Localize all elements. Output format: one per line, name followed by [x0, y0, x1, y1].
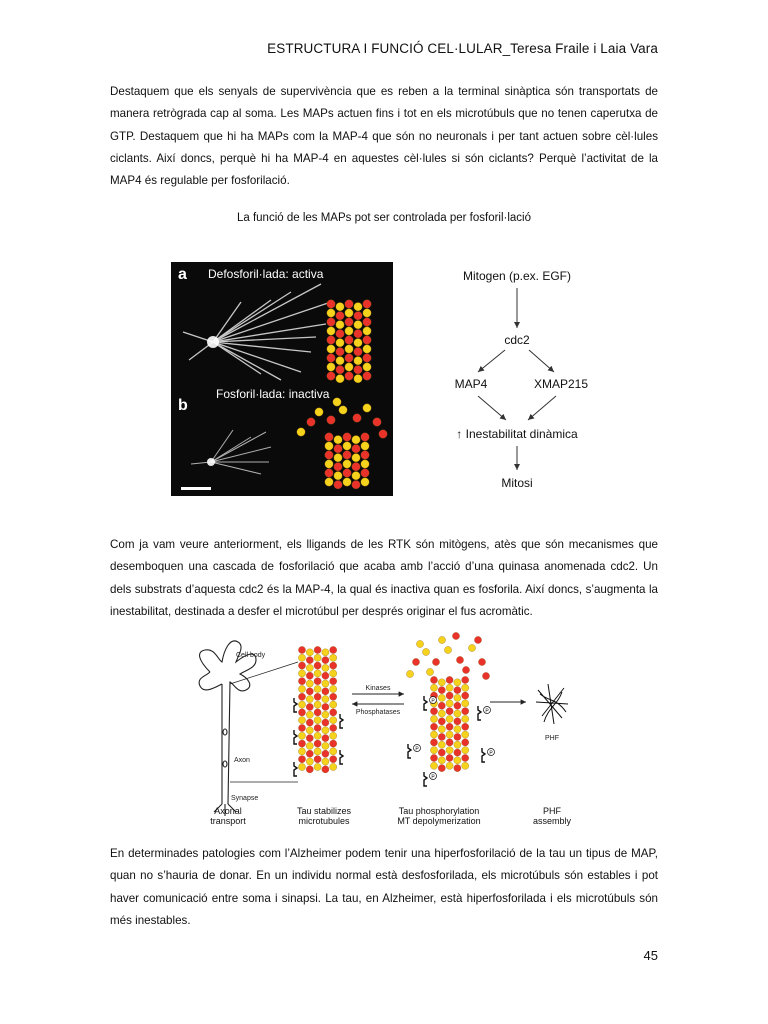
tubulin-subunit: [330, 740, 337, 747]
tubulin-subunit: [314, 756, 321, 763]
tubulin-subunit-loose: [412, 658, 419, 665]
tubulin-subunit: [454, 749, 461, 756]
tubulin-subunit: [345, 336, 353, 344]
tubulin-subunit-loose: [422, 648, 429, 655]
tubulin-subunit: [462, 762, 469, 769]
tubulin-subunit-loose: [478, 658, 485, 665]
tubulin-subunit: [327, 300, 335, 308]
tau-molecule: [340, 750, 343, 764]
tubulin-subunit: [322, 766, 329, 773]
tau-molecule: [340, 714, 343, 728]
tubulin-subunit: [330, 717, 337, 724]
tubulin-subunit: [430, 739, 437, 746]
tubulin-subunit: [446, 700, 453, 707]
tubulin-subunit-loose: [307, 418, 315, 426]
tubulin-subunit: [306, 672, 313, 679]
microscopy-image: [171, 262, 393, 496]
tubulin-subunit: [430, 708, 437, 715]
tubulin-subunit: [298, 740, 305, 747]
tubulin-subunit-loose: [327, 416, 335, 424]
tubulin-subunit: [454, 710, 461, 717]
tubulin-subunit: [361, 451, 369, 459]
tubulin-subunit: [363, 363, 371, 371]
tubulin-subunit: [438, 765, 445, 772]
tubulin-subunit: [336, 303, 344, 311]
page-header: ESTRUCTURA I FUNCIÓ CEL·LULAR_Teresa Fraile i Laia Vara: [267, 41, 658, 56]
caption-axonal-transport-1: Axonal: [214, 806, 242, 816]
tubulin-subunit: [306, 649, 313, 656]
flow-mitogen: Mitogen (p.ex. EGF): [462, 269, 572, 283]
tubulin-subunit: [298, 732, 305, 739]
tubulin-subunit: [298, 763, 305, 770]
phosphorylation-flow-diagram: [420, 258, 620, 498]
label-kinases: Kinases: [365, 685, 391, 692]
tau-molecule: [294, 730, 297, 744]
flow-instability: ↑ Inestabilitat dinàmica: [456, 427, 578, 441]
tubulin-subunit: [343, 433, 351, 441]
tubulin-subunit: [298, 654, 305, 661]
tubulin-subunit: [322, 727, 329, 734]
tubulin-subunit: [343, 478, 351, 486]
tubulin-subunit: [345, 354, 353, 362]
tubulin-subunit: [298, 646, 305, 653]
tubulin-subunit: [354, 321, 362, 329]
tubulin-subunit-loose: [416, 640, 423, 647]
tubulin-subunit: [314, 740, 321, 747]
tubulin-subunit: [306, 719, 313, 726]
tau-molecule: [294, 698, 297, 712]
caption-tau-stabilizes-2: microtubules: [298, 816, 350, 826]
tubulin-subunit: [430, 715, 437, 722]
tubulin-subunit: [298, 717, 305, 724]
tubulin-subunit: [298, 693, 305, 700]
tubulin-subunit: [446, 747, 453, 754]
caption-phf-assembly-2: assembly: [532, 816, 572, 826]
tubulin-subunit: [298, 709, 305, 716]
tubulin-subunit: [306, 750, 313, 757]
tubulin-subunit: [345, 372, 353, 380]
tubulin-subunit: [430, 754, 437, 761]
tubulin-subunit: [361, 469, 369, 477]
tubulin-subunit: [306, 664, 313, 671]
tubulin-subunit-loose: [297, 428, 305, 436]
tubulin-subunit-loose: [482, 672, 489, 679]
tubulin-subunit: [334, 445, 342, 453]
tubulin-subunit: [336, 348, 344, 356]
tubulin-subunit: [322, 758, 329, 765]
tubulin-subunit-loose: [468, 644, 475, 651]
label-synapse: Synapse: [231, 795, 259, 802]
tubulin-subunit: [330, 763, 337, 770]
tubulin-subunit: [336, 339, 344, 347]
flow-cdc2: cdc2: [504, 333, 530, 347]
tubulin-subunit: [314, 646, 321, 653]
tubulin-subunit: [345, 345, 353, 353]
tubulin-subunit: [462, 739, 469, 746]
tubulin-subunit: [438, 718, 445, 725]
tubulin-subunit: [438, 733, 445, 740]
tubulin-subunit: [314, 693, 321, 700]
tubulin-subunit: [298, 670, 305, 677]
tubulin-subunit: [363, 336, 371, 344]
tubulin-subunit: [345, 327, 353, 335]
tubulin-subunit: [322, 680, 329, 687]
caption-axonal-transport-2: transport: [210, 816, 246, 826]
tubulin-subunit: [325, 451, 333, 459]
tubulin-subunit: [462, 700, 469, 707]
panel-a: [178, 266, 371, 383]
tubulin-subunit: [363, 354, 371, 362]
tubulin-subunit: [330, 693, 337, 700]
tubulin-subunit-loose: [373, 418, 381, 426]
tau-molecule: [424, 696, 427, 710]
tubulin-subunit: [336, 330, 344, 338]
tubulin-subunit: [322, 711, 329, 718]
tubulin-subunit: [352, 454, 360, 462]
arrow-xmap215-instability: [528, 396, 556, 420]
tubulin-subunit: [354, 339, 362, 347]
tubulin-subunit: [330, 662, 337, 669]
tubulin-subunit: [298, 662, 305, 669]
tubulin-subunit: [430, 762, 437, 769]
tubulin-subunit: [438, 757, 445, 764]
tubulin-subunit: [322, 649, 329, 656]
tubulin-subunit: [298, 685, 305, 692]
tubulin-subunit-loose: [452, 632, 459, 639]
flow-mitosi: Mitosi: [501, 476, 533, 490]
phosphate-label: P: [415, 746, 419, 753]
tubulin-subunit: [322, 719, 329, 726]
tubulin-subunit: [438, 749, 445, 756]
tubulin-subunit: [336, 375, 344, 383]
tubulin-subunit: [327, 363, 335, 371]
panel-b-letter: b: [178, 397, 188, 414]
tubulin-subunit: [354, 330, 362, 338]
tubulin-subunit: [330, 701, 337, 708]
flow-xmap215: XMAP215: [533, 377, 589, 391]
tubulin-subunit: [462, 708, 469, 715]
tubulin-subunit: [354, 303, 362, 311]
tubulin-subunit: [334, 472, 342, 480]
tubulin-subunit: [298, 748, 305, 755]
tubulin-subunit: [327, 327, 335, 335]
tubulin-subunit: [454, 702, 461, 709]
tubulin-subunit: [330, 670, 337, 677]
tubulin-subunit: [330, 678, 337, 685]
tubulin-subunit: [446, 715, 453, 722]
tubulin-subunit: [336, 366, 344, 374]
tubulin-subunit: [314, 662, 321, 669]
tubulin-subunit: [462, 692, 469, 699]
phosphate-label: P: [431, 698, 435, 705]
neuron-drawing: [199, 641, 298, 816]
tubulin-subunit: [330, 646, 337, 653]
tubulin-subunit: [325, 460, 333, 468]
tubulin-subunit: [454, 757, 461, 764]
tubulin-subunit: [438, 694, 445, 701]
tubulin-subunit: [430, 676, 437, 683]
tubulin-subunit: [322, 742, 329, 749]
tubulin-subunit-loose: [363, 404, 371, 412]
tubulin-subunit: [361, 433, 369, 441]
tubulin-subunit: [438, 687, 445, 694]
tubulin-subunit: [462, 754, 469, 761]
tubulin-subunit: [430, 747, 437, 754]
arrow-cdc2-map4: [478, 350, 505, 372]
tubulin-subunit: [462, 676, 469, 683]
tubulin-subunit: [306, 688, 313, 695]
tubulin-subunit: [327, 354, 335, 362]
tubulin-subunit: [336, 357, 344, 365]
tubulin-subunit: [334, 436, 342, 444]
tubulin-subunit: [314, 709, 321, 716]
tubulin-subunit: [325, 478, 333, 486]
tubulin-subunit: [354, 312, 362, 320]
tubulin-subunit: [361, 442, 369, 450]
tau-molecule: [478, 706, 481, 720]
tubulin-subunit: [306, 727, 313, 734]
tau-molecule: [482, 748, 485, 762]
label-axon: Axon: [234, 757, 250, 764]
tubulin-subunit: [438, 741, 445, 748]
tubulin-subunit: [330, 685, 337, 692]
tubulin-subunit-loose: [462, 666, 469, 673]
tubulin-subunit: [345, 300, 353, 308]
tubulin-subunit: [354, 357, 362, 365]
panel-b: [178, 387, 387, 490]
paragraph-3: En determinades patologies com l’Alzheimer podem tenir una hiperfosforilació de la tau un tipus de MAP, quan no s’hauria de donar. En un individu normal està desfosforilada, els microtúbuls són estables i pot haver comunicació entre soma i sinapsi. La tau, en Alzheimer, està hiperfosforilada i els microtúbuls són més inestables.: [110, 847, 658, 927]
tubulin-subunit: [325, 469, 333, 477]
tubulin-subunit: [314, 763, 321, 770]
tubulin-subunit: [462, 715, 469, 722]
tubulin-subunit: [322, 696, 329, 703]
tubulin-subunit: [322, 750, 329, 757]
tubulin-subunit: [430, 684, 437, 691]
tubulin-subunit-loose: [406, 670, 413, 677]
tau-molecule: [408, 744, 411, 758]
tubulin-subunit: [345, 318, 353, 326]
tubulin-subunit: [446, 676, 453, 683]
tubulin-subunit: [298, 724, 305, 731]
tubulin-subunit: [343, 469, 351, 477]
tubulin-subunit: [330, 724, 337, 731]
tubulin-subunit: [314, 732, 321, 739]
tubulin-subunit: [334, 463, 342, 471]
tubulin-subunit: [336, 312, 344, 320]
tubulin-subunit: [363, 345, 371, 353]
label-cell-body: Cell body: [236, 652, 266, 659]
caption-phf-assembly-1: PHF: [543, 806, 561, 816]
tubulin-subunit-loose: [456, 656, 463, 663]
tubulin-subunit: [314, 717, 321, 724]
tubulin-subunit-loose: [333, 398, 341, 406]
tubulin-subunit: [446, 692, 453, 699]
tubulin-subunit: [454, 741, 461, 748]
phosphate-label: P: [489, 750, 493, 757]
paragraph-2: Com ja vam veure anteriorment, els lligands de les RTK són mitògens, atès que són mecanismes que desemboquen una cascada de fosforilació que acaba amb l’acció d’una quinasa anomenada cdc2. Un dels substrats d’aquesta cdc2 és la MAP-4, la qual és inactiva quan es fosforila. Així doncs, s’augmenta la inestabilitat, destinada a desfer el microtúbul per després originar el fus acromàtic.: [110, 538, 658, 618]
tubulin-subunit-loose: [438, 636, 445, 643]
page-number: 45: [643, 948, 658, 963]
tubulin-subunit: [354, 366, 362, 374]
tubulin-subunit: [327, 309, 335, 317]
tubulin-subunit: [327, 372, 335, 380]
tubulin-subunit: [314, 670, 321, 677]
phosphate-label: P: [431, 774, 435, 781]
tubulin-subunit: [354, 375, 362, 383]
tubulin-subunit: [462, 747, 469, 754]
tubulin-subunit-loose: [315, 408, 323, 416]
tubulin-subunit: [343, 442, 351, 450]
tubulin-subunit: [446, 723, 453, 730]
tubulin-subunit: [306, 758, 313, 765]
tubulin-subunit: [322, 688, 329, 695]
caption-tau-phosphorylation-1: Tau phosphorylation: [398, 806, 480, 816]
tubulin-subunit: [327, 318, 335, 326]
tubulin-subunit: [430, 723, 437, 730]
tubulin-subunit: [306, 696, 313, 703]
tubulin-subunit: [306, 735, 313, 742]
tubulin-subunit: [322, 735, 329, 742]
panel-b-label: Fosforil·lada: inactiva: [216, 387, 330, 401]
phf-tangle: [536, 684, 568, 724]
tau-molecule: [294, 762, 297, 776]
tubulin-subunit: [314, 701, 321, 708]
tubulin-subunit: [446, 762, 453, 769]
tubulin-subunit: [454, 694, 461, 701]
caption-tau-stabilizes-1: Tau stabilizes: [296, 806, 352, 816]
tubulin-subunit: [438, 710, 445, 717]
tubulin-subunit: [361, 460, 369, 468]
tubulin-subunit: [352, 463, 360, 471]
tubulin-subunit: [446, 731, 453, 738]
tubulin-subunit: [454, 733, 461, 740]
tubulin-subunit: [322, 664, 329, 671]
panel-a-letter: a: [178, 266, 187, 283]
tubulin-subunit: [438, 679, 445, 686]
tubulin-subunit: [361, 478, 369, 486]
tubulin-subunit: [314, 724, 321, 731]
tubulin-subunit: [462, 723, 469, 730]
tubulin-subunit: [454, 718, 461, 725]
tubulin-subunit: [438, 726, 445, 733]
tubulin-subunit: [330, 732, 337, 739]
tubulin-subunit: [330, 756, 337, 763]
tubulin-subunit: [363, 372, 371, 380]
tubulin-subunit: [334, 481, 342, 489]
tubulin-subunit: [298, 756, 305, 763]
tubulin-subunit: [322, 703, 329, 710]
tubulin-subunit: [336, 321, 344, 329]
tubulin-subunit: [352, 481, 360, 489]
tubulin-subunit: [345, 363, 353, 371]
tubulin-subunit: [363, 327, 371, 335]
tubulin-subunit: [325, 442, 333, 450]
tubulin-subunit: [322, 657, 329, 664]
tubulin-subunit: [454, 687, 461, 694]
tubulin-subunit: [306, 657, 313, 664]
tubulin-subunit: [325, 433, 333, 441]
tubulin-subunit-loose: [379, 430, 387, 438]
figure-1-title: La funció de les MAPs pot ser controlada per fosforil·lació: [236, 212, 532, 224]
tubulin-subunit: [352, 445, 360, 453]
tubulin-subunit: [330, 748, 337, 755]
tubulin-subunit: [314, 748, 321, 755]
tubulin-subunit-loose: [339, 406, 347, 414]
tubulin-subunit: [446, 739, 453, 746]
tubulin-subunit-loose: [444, 646, 451, 653]
tubulin-subunit: [334, 454, 342, 462]
tubulin-subunit: [363, 309, 371, 317]
paragraph-1: Destaquem que els senyals de supervivència que es reben a la terminal sinàptica són transportats de manera retrògrada cap al soma. Les MAPs actuen fins i tot en els microtúbuls que no tenen caperutxa de GTP. Destaquem que hi ha MAPs com la MAP-4 que són no neuronals i per tant actuen sobre cèl·lules ciclants. Així doncs, perquè hi ha MAP-4 en aquestes cèl·lules si són ciclants? Perquè l’activitat de la MAP4 és regulable per fosforilació.: [110, 85, 658, 188]
tubulin-subunit: [343, 451, 351, 459]
tubulin-subunit: [314, 678, 321, 685]
tubulin-subunit: [345, 309, 353, 317]
tubulin-subunit: [462, 731, 469, 738]
tubulin-subunit: [446, 708, 453, 715]
tau-molecule: [424, 772, 427, 786]
arrow-cdc2-xmap215: [529, 350, 554, 372]
tubulin-subunit: [363, 318, 371, 326]
tubulin-subunit: [446, 754, 453, 761]
label-phf: PHF: [545, 735, 559, 742]
tubulin-subunit: [327, 345, 335, 353]
tubulin-subunit: [354, 348, 362, 356]
tubulin-subunit: [363, 300, 371, 308]
panel-a-label: Defosforil·lada: activa: [208, 267, 324, 281]
label-phosphatases: Phosphatases: [355, 709, 401, 716]
tubulin-subunit: [454, 726, 461, 733]
tubulin-subunit: [352, 436, 360, 444]
tubulin-subunit: [314, 685, 321, 692]
tubulin-subunit: [306, 711, 313, 718]
tubulin-subunit: [438, 702, 445, 709]
tubulin-subunit-loose: [353, 414, 361, 422]
tubulin-subunit: [306, 742, 313, 749]
tubulin-subunit: [330, 654, 337, 661]
tubulin-subunit: [352, 472, 360, 480]
caption-tau-phosphorylation-2: MT depolymerization: [397, 816, 481, 826]
tubulin-subunit: [306, 680, 313, 687]
tubulin-subunit: [322, 672, 329, 679]
tau-phosphorylation-figure: [190, 632, 610, 832]
tubulin-subunit: [306, 703, 313, 710]
tubulin-subunit: [462, 684, 469, 691]
tubulin-subunit-loose: [474, 636, 481, 643]
phosphate-label: P: [485, 708, 489, 715]
flow-map4: MAP4: [454, 377, 488, 391]
tubulin-subunit: [330, 709, 337, 716]
tubulin-subunit: [298, 678, 305, 685]
tubulin-subunit: [306, 766, 313, 773]
tubulin-subunit: [430, 731, 437, 738]
tubulin-subunit: [454, 765, 461, 772]
arrow-map4-instability: [478, 396, 506, 420]
stable-microtubule: [298, 646, 336, 773]
tubulin-subunit: [454, 679, 461, 686]
tubulin-subunit-loose: [432, 658, 439, 665]
tubulin-subunit: [314, 654, 321, 661]
tubulin-subunit: [298, 701, 305, 708]
tubulin-subunit: [446, 684, 453, 691]
tubulin-subunit-loose: [426, 668, 433, 675]
tubulin-subunit: [343, 460, 351, 468]
tubulin-subunit: [327, 336, 335, 344]
